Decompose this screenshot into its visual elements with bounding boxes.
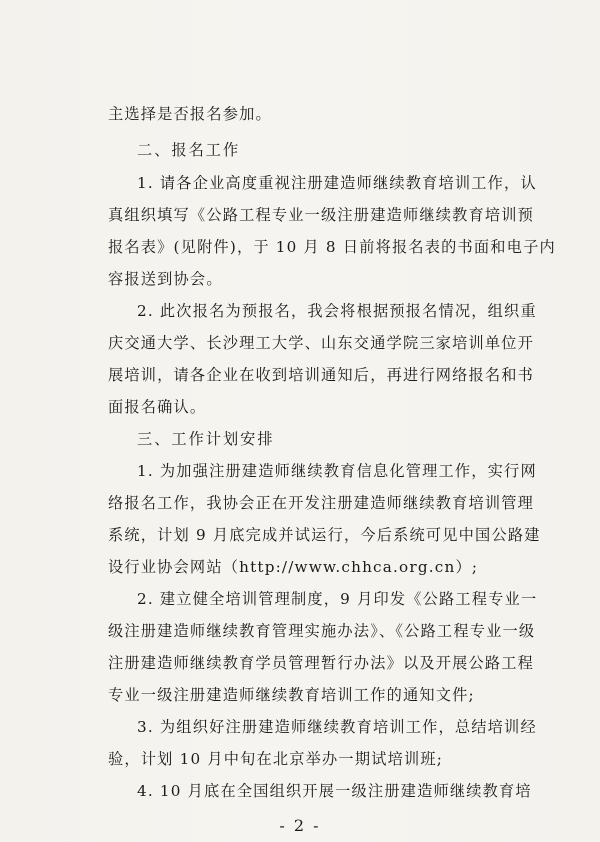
text-line-7: 2. 此次报名为预报名，我会将根据预报名情况，组织重 (137, 302, 537, 320)
text-line-18: 注册建造师继续教育学员管理暂行办法》以及开展公路工程 (108, 654, 535, 672)
text-line-22: 4. 10 月底在全国组织开展一级注册建造师继续教育培 (137, 782, 532, 800)
text-line-14: 系统，计划 9 月底完成并试运行，今后系统可见中国公路建 (108, 526, 541, 544)
text-line-5: 报名表》(见附件)，于 10 月 8 日前将报名表的书面和电子内 (108, 238, 556, 256)
text-line-17: 级注册建造师继续教育管理实施办法》、《公路工程专业一级 (108, 622, 536, 640)
text-line-10: 面报名确认。 (108, 398, 207, 416)
text-line-16: 2. 建立健全培训管理制度，9 月印发《公路工程专业一 (137, 590, 538, 608)
text-line-6: 容报送到协会。 (108, 270, 223, 288)
text-line-21: 验，计划 10 月中旬在北京举办一期试培训班; (108, 750, 444, 768)
text-line-8: 庆交通大学、长沙理工大学、山东交通学院三家培训单位开 (108, 334, 535, 352)
text-line-15: 设行业协会网站（http://www.chhca.org.cn）; (108, 558, 479, 576)
text-line-3: 1. 请各企业高度重视注册建造师继续教育培训工作，认 (137, 174, 537, 192)
text-line-20: 3. 为组织好注册建造师继续教育培训工作，总结培训经 (137, 718, 537, 736)
text-line-4: 真组织填写《公路工程专业一级注册建造师继续教育培训预 (108, 206, 535, 224)
text-line-9: 展培训，请各企业在收到培训通知后，再进行网络报名和书 (108, 366, 535, 384)
text-line-19: 专业一级注册建造师继续教育培训工作的通知文件; (108, 686, 475, 704)
text-line-12: 1. 为加强注册建造师继续教育信息化管理工作，实行网 (137, 462, 537, 480)
page-number: - 2 - (279, 816, 321, 835)
text-line-13: 络报名工作，我协会正在开发注册建造师继续教育培训管理 (108, 494, 535, 512)
text-line-1: 主选择是否报名参加。 (108, 105, 272, 123)
section-heading-registration: 二、报名工作 (137, 141, 241, 159)
section-heading-work-plan: 三、工作计划安排 (137, 430, 275, 448)
